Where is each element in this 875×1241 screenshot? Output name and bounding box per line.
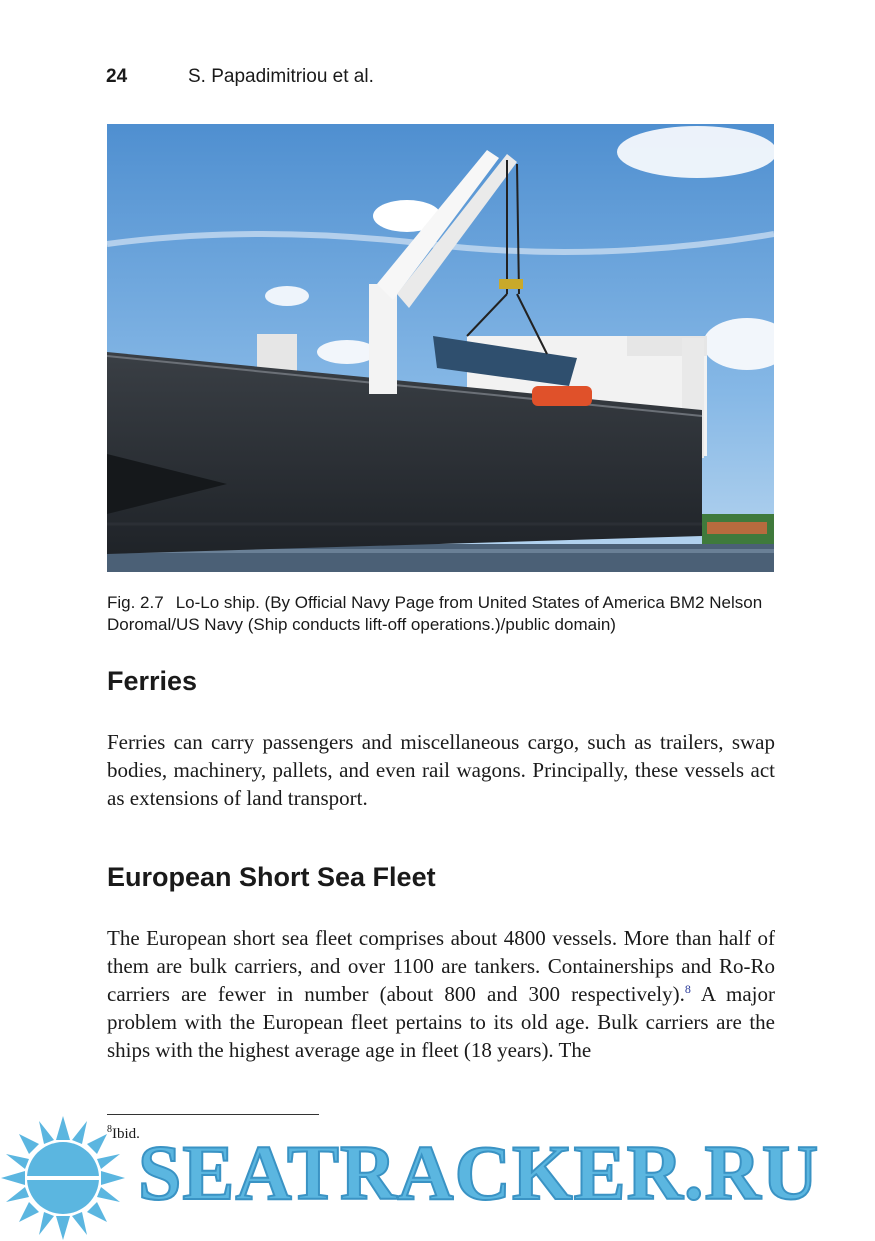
figure-photo-lolo-ship	[107, 124, 774, 572]
paragraph-part-2: A major problem with the European fleet pertains to its old age. Bulk carriers are the ships with the highest average age in fleet (18 years). The	[107, 982, 775, 1062]
paragraph-ferries: Ferries can carry passengers and miscellaneous cargo, such as trailers, swap bodies, machinery, pallets, and even rail wagons. Principally, these vessels act as extensions of land transport.	[107, 730, 775, 810]
paragraph-european-short-sea-fleet	[107, 924, 775, 1064]
section-heading-ferries: Ferries	[107, 666, 198, 696]
footnote-number: 8	[107, 1124, 112, 1135]
figure-label: Fig. 2.7	[107, 593, 164, 612]
section-heading-european-short-sea-fleet: European Short Sea Fleet	[107, 862, 436, 892]
figure-caption	[107, 592, 777, 636]
watermark-text: SEATRACKER.RU	[138, 1129, 820, 1216]
footnote-text: Ibid.	[112, 1126, 140, 1142]
footnote-reference[interactable]: 8	[684, 982, 691, 996]
page-number: 24	[106, 66, 128, 87]
running-head: S. Papadimitriou et al.	[188, 66, 374, 87]
paragraph-part-1: The European short sea fleet comprises about 4800 vessels. More than half of them are bulk carriers, and over 1100 are tankers. Containerships and Ro-Ro carriers are fewer in number (about 800 and 300 respectively).	[107, 926, 775, 1006]
figure-caption-text: Lo-Lo ship. (By Official Navy Page from United States of America BM2 Nelson Doromal/US Navy (Ship conducts lift-off operations.)/public domain)	[107, 593, 763, 634]
page-header	[106, 66, 775, 92]
